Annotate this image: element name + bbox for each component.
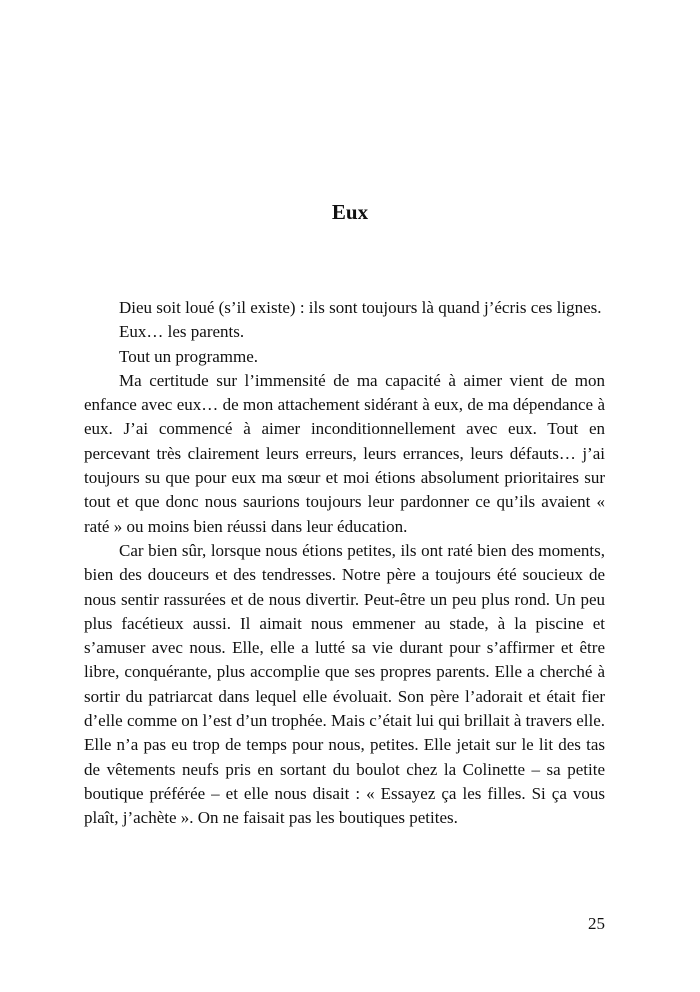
body-text	[84, 296, 605, 831]
paragraph: Ma certitude sur l’immensité de ma capacité à aimer vient de mon enfance avec eux… de mon attachement sidérant à eux, de ma dépendance à eux. J’ai commencé à aimer inconditionnellement avec eux. Tout en percevant très clairement leurs erreurs, leurs errances, leurs défauts… j’ai toujours su que pour eux ma sœur et moi étions absolument prioritaires sur tout et que donc nous saurions toujours leur pardonner ce qu’ils avaient « raté » ou moins bien réussi dans leur éducation.	[84, 370, 605, 536]
paragraph: Dieu soit loué (s’il existe) : ils sont toujours là quand j’écris ces lignes.	[119, 298, 602, 317]
paragraph: Tout un programme.	[119, 346, 259, 366]
chapter-title: Eux	[331, 200, 369, 224]
paragraph: Eux… les parents.	[119, 322, 245, 342]
paragraph: Car bien sûr, lorsque nous étions petites, ils ont raté bien des moments, bien des douceurs et des tendresses. Notre père a toujours été soucieux de nous sentir rassurées et de nous divertir. Peut-être un peu plus rond. Un peu plus facétieux aussi. Il aimait nous emmener au stade, à la piscine et s’amuser avec nous. Elle, elle a lutté sa vie durant pour s’affirmer et être libre, conquérante, plus accomplie que ses propres parents. Elle a cherché à sortir du patriarcat dans lequel elle évoluait. Son père l’adorait et était fier d’elle comme on l’est d’un trophée. Mais c’était lui qui brillait à travers elle. Elle n’a pas eu trop de temps pour nous, petites. Elle jetait sur le lit des tas de vêtements neufs pris en sortant du boulot chez la Colinette – sa petite boutique préférée – et elle nous disait : « Essayez ça les filles. Si ça vous plaît, j’achète ». On ne faisait pas les boutiques petites.	[84, 540, 605, 828]
page-number: 25	[588, 914, 605, 933]
